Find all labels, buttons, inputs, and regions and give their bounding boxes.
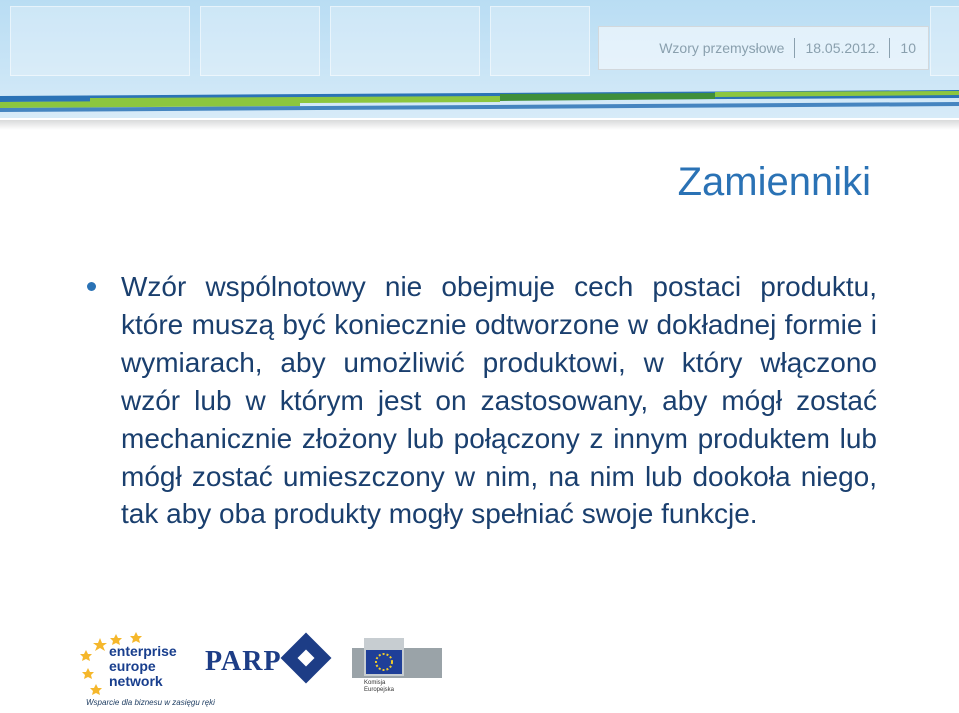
parp-logo: PARP — [205, 646, 282, 677]
eu-caption-line: Komisja — [364, 680, 386, 686]
page-number: 10 — [900, 40, 916, 56]
eu-caption — [364, 680, 394, 694]
een-logo-line: network — [109, 673, 163, 689]
eu-logo — [352, 638, 442, 678]
bullet-text: Wzór wspólnotowy nie obejmuje cech postaci produktu, które muszą być koniecznie odtworzone w dokładnej formie i wymiarach, aby umożliwić produktowi, w który włączono wzór lub w którym jest on zastosowany, aby mógł zostać mechanicznie złożony lub połączony z innym produktem lub mógł zostać umieszczony w nim, na nim lub dookoła niego, tak aby oba produkty mogły spełniać swoje funkcje. — [121, 271, 877, 530]
header-date: 18.05.2012. — [805, 40, 880, 56]
een-logo — [109, 644, 177, 689]
bullet-dot — [87, 282, 96, 291]
header-separator — [794, 38, 795, 58]
header-separator — [889, 38, 890, 58]
slide-header — [598, 26, 929, 70]
een-logo-line: europe — [109, 658, 156, 674]
een-tagline: Wsparcie dla biznesu w zasięgu ręki — [86, 698, 215, 707]
divider — [0, 120, 959, 130]
eu-caption-line: Europejska — [364, 687, 395, 693]
een-logo-line: enterprise — [109, 643, 177, 659]
parp-logo-mark — [281, 633, 332, 684]
decorative-color-bar — [0, 88, 959, 124]
page-title: Zamienniki — [677, 160, 871, 204]
header-label: Wzory przemysłowe — [659, 40, 785, 56]
